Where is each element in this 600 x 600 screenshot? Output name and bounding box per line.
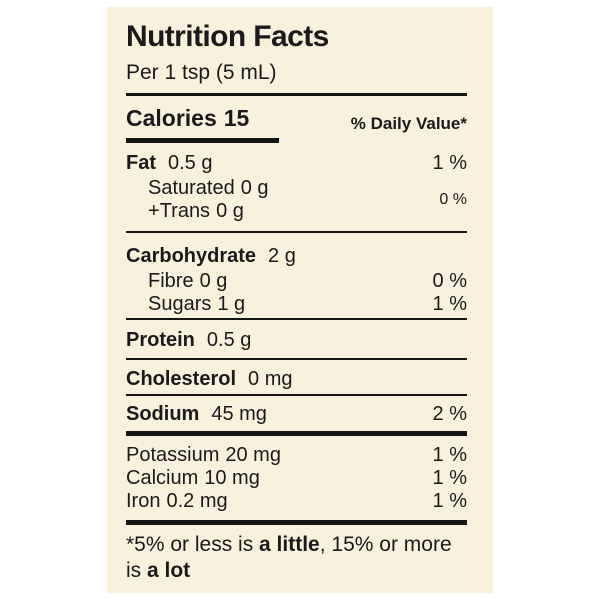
divider [126,318,467,320]
footnote-bold-text: a little [259,533,320,556]
divider [126,231,467,233]
footnote-text: , 15% or more [319,533,452,556]
saturated-trans-dv: 0 % [439,191,467,208]
potassium-amount: 20 mg [225,444,281,466]
sodium-name: Sodium [126,403,200,425]
nutrient-row-potassium [126,444,467,467]
nutrition-facts-label [107,7,493,593]
protein-amount: 0.5 g [206,329,252,351]
fat-dv: 1 % [432,152,467,174]
calcium-amount: 10 mg [204,467,260,489]
potassium-name: Potassium [126,444,220,466]
footnote-text: *5% or less is [126,533,260,556]
calories-block [126,105,279,143]
calcium-dv: 1 % [432,467,467,489]
sugars-amount: 1 g [217,293,246,315]
thick-divider [126,431,467,436]
nutrient-row-sodium [126,403,467,426]
nutrient-row-iron [126,490,467,513]
carbohydrate-amount: 2 g [268,245,296,267]
trans-amount: 0 g [216,200,244,222]
iron-name: Iron [126,490,161,512]
nutrient-row-carbohydrate [126,245,467,268]
footnote-bold-text: a lot [147,559,191,582]
calories-row [126,105,467,143]
calcium-name: Calcium [126,467,199,489]
header-divider [126,93,467,96]
daily-value-footnote [126,532,467,584]
footnote-text: is [126,559,147,582]
cholesterol-name: Cholesterol [126,368,237,390]
sugars-dv: 1 % [432,293,467,315]
calories-value: 15 [223,105,250,131]
serving-size: Per 1 tsp (5 mL) [126,61,277,84]
saturated-name: Saturated [148,177,235,199]
trans-name: +Trans [148,200,211,222]
divider [126,358,467,360]
fat-amount: 0.5 g [168,152,213,174]
nutrient-row-fat [126,152,467,175]
calories-label: Calories [126,105,217,131]
carbohydrate-name: Carbohydrate [126,245,257,267]
nutrient-row-sugars [126,293,467,316]
cholesterol-amount: 0 mg [248,368,293,390]
fibre-dv: 0 % [432,270,467,292]
nutrient-row-protein [126,329,467,352]
potassium-dv: 1 % [432,444,467,466]
saturated-trans-group [126,177,467,223]
saturated-row [126,177,269,200]
fibre-amount: 0 g [199,270,228,292]
footnote-line-1 [126,532,467,558]
thick-divider [126,520,467,525]
trans-row [126,200,269,223]
sodium-dv: 2 % [432,403,467,425]
sodium-amount: 45 mg [211,403,267,425]
iron-amount: 0.2 mg [166,490,228,512]
daily-value-header: % Daily Value* [350,114,467,133]
fat-name: Fat [126,152,156,174]
footnote-line-2 [126,558,467,584]
iron-dv: 1 % [432,490,467,512]
saturated-amount: 0 g [240,177,269,199]
sugars-name: Sugars [148,293,212,315]
label-title: Nutrition Facts [126,20,329,53]
divider [126,394,467,396]
nutrient-row-fibre [126,270,467,293]
nutrient-row-cholesterol [126,368,467,391]
fibre-name: Fibre [148,270,194,292]
nutrient-row-calcium [126,467,467,490]
protein-name: Protein [126,329,195,351]
